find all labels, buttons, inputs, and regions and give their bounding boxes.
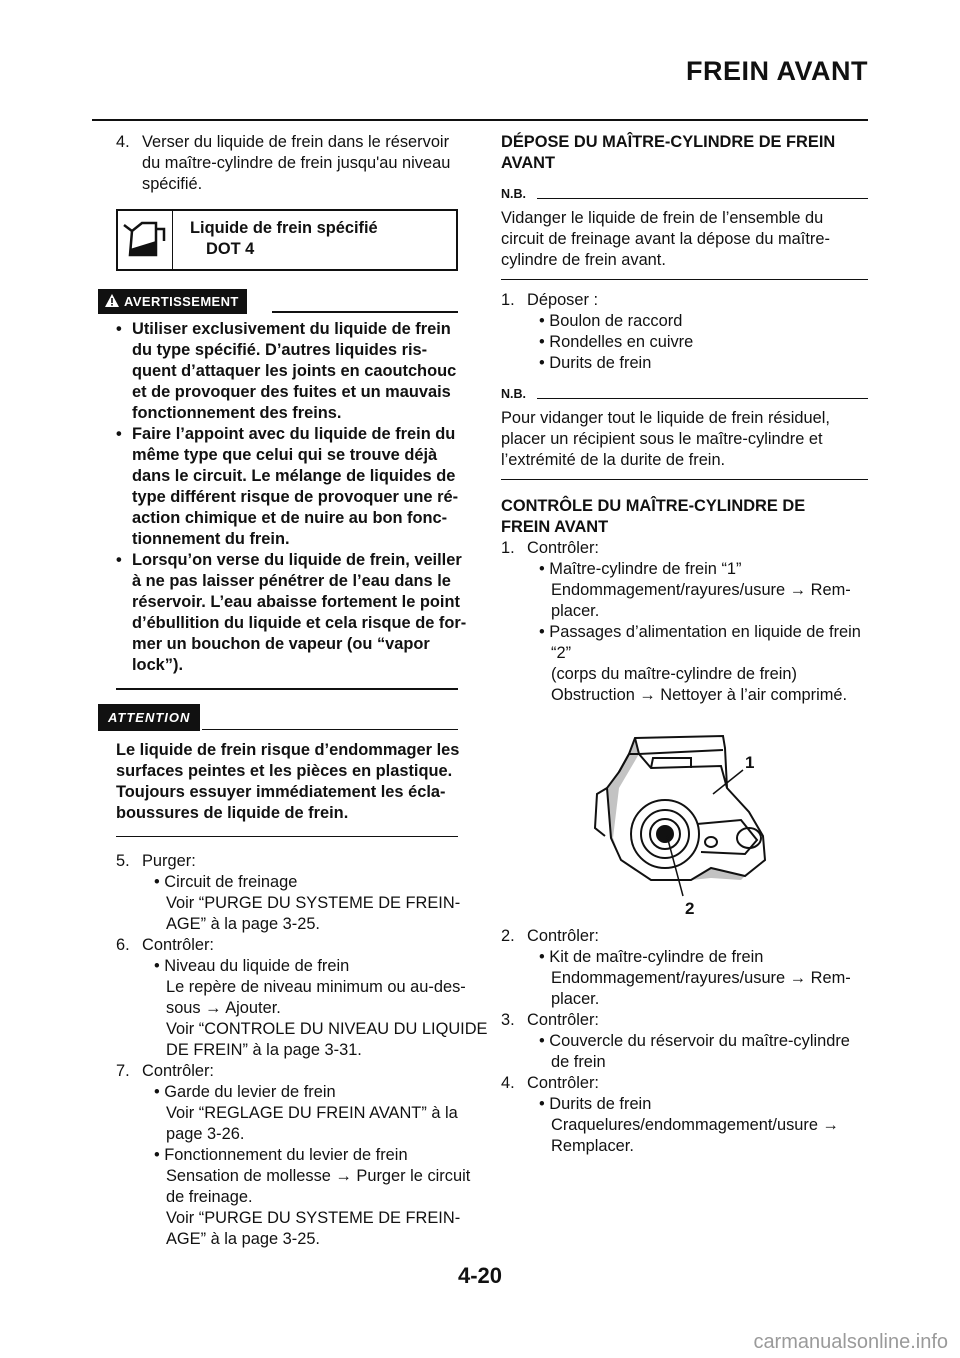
list-item: • Durits de frein [539,354,652,372]
watermark: carmanualsonline.info [753,1331,948,1353]
nb-label: N.B. [501,187,526,201]
check-step-1-lines [501,559,868,706]
step-line: AGE” à la page 3-25. [166,915,320,933]
step-head [116,935,458,956]
text-line: DÉPOSE DU MAÎTRE-CYLINDRE DE FREIN [501,133,836,151]
step-line: DE FREIN” à la page 3-31. [166,1041,362,1059]
step-line: Voir “REGLAGE DU FREIN AVANT” à la [166,1104,458,1122]
step-item [116,1061,471,1250]
list-item: • Boulon de raccord [539,312,683,330]
step-head [501,926,868,947]
step-item [501,1073,868,1157]
text-line: l’extrémité de la durite de frein. [501,451,726,469]
step-line: Voir “PURGE DU SYSTEME DE FREIN- [166,894,461,912]
master-cylinder-figure [501,728,868,918]
step-line: Voir “PURGE DU SYSTEME DE FREIN- [166,1209,461,1227]
step-number: 1. [501,539,515,557]
nb-end-rule [501,279,868,280]
step-line: • Couvercle du réservoir du maître-cylindre [539,1032,850,1050]
spec-box [116,209,458,271]
section-title-removal [501,132,868,174]
step-head [501,1010,868,1031]
step-line: Remplacer. [551,1137,634,1155]
step-body [116,956,488,1061]
step-line: AGE” à la page 3-25. [166,1230,320,1248]
step-line: placer. [551,990,600,1008]
text-line: AVANT [501,154,556,172]
step-title: Contrôler: [527,539,599,557]
right-column [501,132,868,1157]
spec-title: Liquide de frein spécifié [190,219,378,237]
step-line: “2” [551,644,572,662]
step-line: de freinage. [166,1188,253,1206]
nb-rule [537,198,868,199]
warning-list [116,319,467,676]
step-line: placer. [551,602,600,620]
text-line: type différent risque de provoquer une ré- [132,488,459,506]
text-line: même type que celui qui se trouve déjà [132,446,438,464]
warning-label-text: AVERTISSEMENT [124,294,239,309]
text-line: mer un bouchon de vapeur (ou “vapor [132,635,430,653]
text-line: du type spécifié. D’autres liquides ris- [132,341,428,359]
text-line: Utiliser exclusivement du liquide de frein [132,320,451,338]
callout-label-2: 2 [685,899,695,918]
text-line: Verser du liquide de frein dans le réservoir [142,133,450,151]
nb-text [501,408,868,471]
step-head [501,1073,868,1094]
text-line: tionnement du frein. [132,530,290,548]
step-title: Déposer : [527,291,599,309]
step-item [501,1010,868,1073]
step-number: 7. [116,1062,130,1080]
warning-rule [272,311,458,313]
left-steps [116,851,488,1250]
bullet-dot: • [116,551,122,569]
step-number: 4. [116,133,130,151]
attention-end-rule [116,836,458,838]
step-number: 5. [116,852,130,870]
step-body [116,1082,471,1250]
text-line: cylindre de frein avant. [501,251,666,269]
attention-label: ATTENTION [98,704,200,731]
step-line: (corps du maître-cylindre de frein) [551,665,797,683]
text-line: lock”). [132,656,184,674]
text-line: spécifié. [142,175,203,193]
step-head [116,851,458,872]
warning-bullet [116,550,467,676]
text-line: Toujours essuyer immédiatement les écla- [116,782,446,801]
warning-triangle-icon [105,292,119,313]
text-line: à ne pas laisser pénétrer de l’eau dans le [132,572,451,590]
step-line: Endommagement/rayures/usure → Rem- [551,581,851,599]
text-line: fonctionnement des freins. [132,404,342,422]
step-line: de frein [551,1053,606,1071]
step-line: • Durits de frein [539,1095,652,1113]
warning-bullet [116,319,458,424]
step-number: 4. [501,1074,515,1092]
page-number: 4-20 [457,1263,503,1288]
step-body [501,1031,868,1073]
text-line: Faire l’appoint avec du liquide de frein du [132,425,456,443]
bullet-dot: • [116,320,122,338]
list-item: • Rondelles en cuivre [539,333,694,351]
text-line: Le liquide de frein risque d’endommager les [116,740,460,759]
text-line: FREIN AVANT [501,518,609,536]
step-line: Craquelures/endommagement/usure → [551,1116,839,1134]
right-steps [501,926,868,1157]
nb-end-rule [501,479,868,480]
warning-header [116,287,458,313]
text-line: circuit de freinage avant la dépose du maître- [501,230,830,248]
page-header-title: FREIN AVANT [686,56,868,86]
nb-label: N.B. [501,387,526,401]
step-number: 1. [501,291,515,309]
oil-can-icon [118,211,173,269]
nb-rule [537,398,868,399]
step-title: Contrôler: [527,1074,599,1092]
step-line: Endommagement/rayures/usure → Rem- [551,969,851,987]
step-line: • Niveau du liquide de frein [154,957,350,975]
check-step-1 [501,538,868,559]
attention-text [116,740,458,824]
spec-value: DOT 4 [206,240,255,258]
text-line: dans le circuit. Le mélange de liquides de [132,467,456,485]
step-line: • Garde du levier de frein [154,1083,336,1101]
step-head [116,1061,458,1082]
bullet-dot: • [116,425,122,443]
master-cylinder-illustration [501,728,868,918]
remove-items [501,311,868,374]
step-body [116,872,461,935]
attention-header [108,704,458,734]
text-line: Lorsqu’on verse du liquide de frein, veiller [132,551,462,569]
step-body [501,947,868,1010]
step-title: Contrôler: [527,927,599,945]
step-body [501,1094,868,1157]
warning-label [98,289,247,314]
step-title: Contrôler: [527,1011,599,1029]
text-line: boussures de liquide de frein. [116,803,349,822]
text-line: placer un récipient sous le maître-cylindre et [501,430,823,448]
step-number: 3. [501,1011,515,1029]
text-line: Pour vidanger tout le liquide de frein résiduel, [501,409,830,427]
nb-header [501,384,868,402]
warning-end-rule [116,688,458,690]
step-line: page 3-26. [166,1125,245,1143]
step-title: Purger: [142,852,196,870]
step-line: • Passages d’alimentation en liquide de frein [539,623,861,641]
spec-text [190,218,378,260]
step-number: 6. [116,936,130,954]
step-title: Contrôler: [142,936,214,954]
text-line: et de provoquer des fuites et un mauvais [132,383,451,401]
text-line: réservoir. L’eau abaisse fortement le point [132,593,460,611]
nb-text [501,208,868,271]
callout-label-1: 1 [745,753,755,772]
step-item [116,851,461,935]
step-title: Contrôler: [142,1062,214,1080]
text-line: action chimique et de nuire au bon fonc- [132,509,448,527]
step-item [501,926,868,1010]
nb-header [501,184,868,202]
step-line: • Kit de maître-cylindre de frein [539,948,764,966]
step-line: • Maître-cylindre de frein “1” [539,560,742,578]
warning-bullet [116,424,458,550]
step-line: • Circuit de freinage [154,873,298,891]
step-line: Sensation de mollesse → Purger le circuit [166,1167,471,1185]
remove-step [501,290,868,311]
text-line: quent d’attaquer les joints en caoutchouc [132,362,457,380]
step-line: sous → Ajouter. [166,999,281,1017]
section-title-check [501,496,868,538]
text-line: du maître-cylindre de frein jusqu'au niveau [142,154,451,172]
step-number: 2. [501,927,515,945]
text-line: d’ébullition du liquide et cela risque de for- [132,614,467,632]
header-rule [92,119,868,121]
attention-rule [202,729,458,731]
text-line: surfaces peintes et les pièces en plastique. [116,761,453,780]
step-item [116,935,488,1061]
text-line: Vidanger le liquide de frein de l’ensemble du [501,209,824,227]
step-line: Voir “CONTROLE DU NIVEAU DU LIQUIDE [166,1020,488,1038]
step-line: Le repère de niveau minimum ou au-des- [166,978,466,996]
step-4 [116,132,458,195]
step-line: • Fonctionnement du levier de frein [154,1146,408,1164]
left-column [108,132,488,1250]
text-line: CONTRÔLE DU MAÎTRE-CYLINDRE DE [501,497,806,515]
step-line: Obstruction → Nettoyer à l’air comprimé. [551,686,848,704]
